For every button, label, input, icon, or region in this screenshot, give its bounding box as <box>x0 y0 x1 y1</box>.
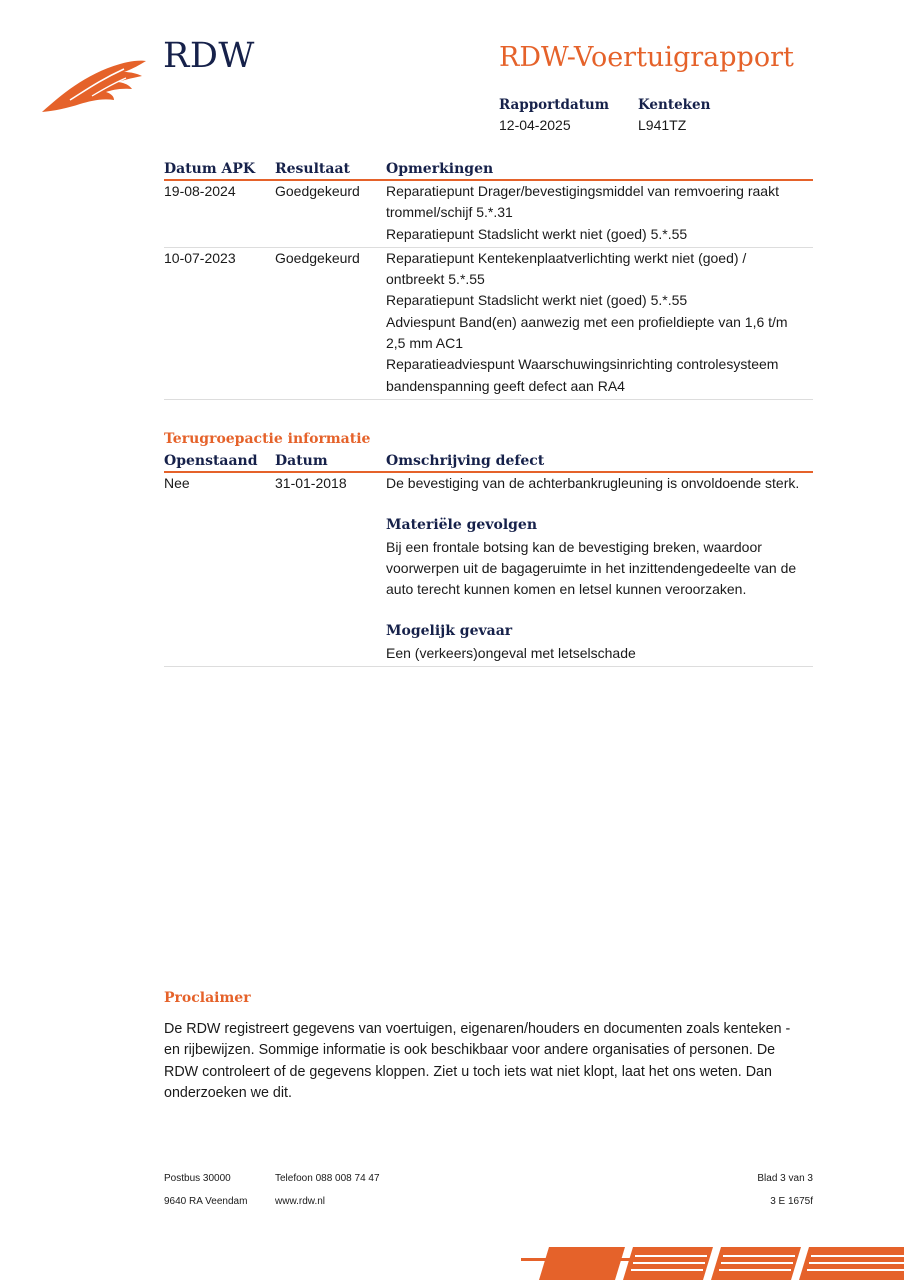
recall-table-header <box>164 451 813 473</box>
footer-page-number: Blad 3 van 3 <box>757 1173 813 1184</box>
recall-col-defect: Omschrijving defect <box>386 453 545 469</box>
footer-code: 3 E 1675f <box>770 1196 813 1207</box>
footer-phone: Telefoon 088 008 74 47 <box>275 1173 380 1184</box>
recall-date: 31-01-2018 <box>275 475 347 491</box>
recall-col-date: Datum <box>275 453 328 469</box>
plate-block <box>638 97 710 133</box>
apk-date: 19-08-2024 <box>164 183 236 199</box>
footer-city: 9640 RA Veendam <box>164 1196 248 1207</box>
disclaimer-text: De RDW registreert gegevens van voertuigen, eigenaren/houders en documenten zoals kenteken - en rijbewijzen. Sommige informatie is ook beschikbaar voor andere organisaties of personen. De RDW controleert of de gegevens kloppen. Ziet u toch iets wat niet klopt, laat het ons weten. Dan onderzoeken we dit. <box>164 1021 791 1101</box>
rdw-logo-icon <box>40 56 148 116</box>
report-title: RDW-Voertuigrapport <box>499 42 794 73</box>
apk-date: 10-07-2023 <box>164 249 236 266</box>
remark-item: Adviespunt Band(en) aanwezig met een profieldiepte van 1,6 t/m 2,5 mm AC1 <box>386 313 788 352</box>
rdw-stripes-icon <box>515 1244 904 1280</box>
recall-table <box>164 451 813 667</box>
consequences-label: Materiële gevolgen <box>386 517 538 534</box>
remark-item: Reparatiepunt Stadslicht werkt niet (goed) 5.*.55 <box>386 225 688 242</box>
table-row <box>164 181 813 248</box>
table-row <box>164 248 813 400</box>
rdw-logo-text: RDW <box>163 36 255 76</box>
disclaimer-title: Proclaimer <box>164 990 251 1006</box>
plate-label: Kenteken <box>638 97 711 113</box>
plate-value: L941TZ <box>638 117 687 133</box>
apk-col-remarks: Opmerkingen <box>386 161 494 177</box>
recall-col-open: Openstaand <box>164 453 258 469</box>
recall-open: Nee <box>164 475 190 491</box>
apk-table-header <box>164 159 813 181</box>
report-date-value: 12-04-2025 <box>499 117 571 133</box>
danger-label: Mogelijk gevaar <box>386 623 513 640</box>
footer-postbus: Postbus 30000 <box>164 1173 231 1184</box>
defect-text: De bevestiging van de achterbankrugleuning is onvoldoende sterk. <box>386 475 800 491</box>
recall-description <box>386 473 806 664</box>
danger-text: Een (verkeers)ongeval met letselschade <box>386 644 636 661</box>
report-date-label: Rapportdatum <box>499 97 610 113</box>
recall-section-title: Terugroepactie informatie <box>164 431 371 447</box>
table-row <box>164 473 813 667</box>
apk-remarks <box>386 248 806 397</box>
consequences-text: Bij een frontale botsing kan de bevestiging breken, waardoor voorwerpen uit de bagageruimte in het inzittendengedeelte van de auto terecht kunnen komen en letsel kunnen veroorzaken. <box>386 538 797 598</box>
apk-col-date: Datum APK <box>164 161 256 177</box>
remark-item: Reparatiepunt Drager/bevestigingsmiddel van remvoering raakt trommel/schijf 5.*.31 <box>386 183 779 221</box>
remark-item: Reparatiepunt Stadslicht werkt niet (goed) 5.*.55 <box>386 292 688 309</box>
remark-item: Reparatieadviespunt Waarschuwingsinrichting controlesysteem bandenspanning geeft defect aan RA4 <box>386 356 779 394</box>
apk-col-result: Resultaat <box>275 161 350 177</box>
apk-result: Goedgekeurd <box>275 183 360 199</box>
apk-table <box>164 159 813 400</box>
apk-result: Goedgekeurd <box>275 249 360 266</box>
remark-item: Reparatiepunt Kentekenplaatverlichting werkt niet (goed) / ontbreekt 5.*.55 <box>386 249 747 288</box>
report-date-block <box>499 97 609 133</box>
apk-remarks <box>386 181 806 245</box>
footer-website[interactable]: www.rdw.nl <box>275 1196 326 1207</box>
